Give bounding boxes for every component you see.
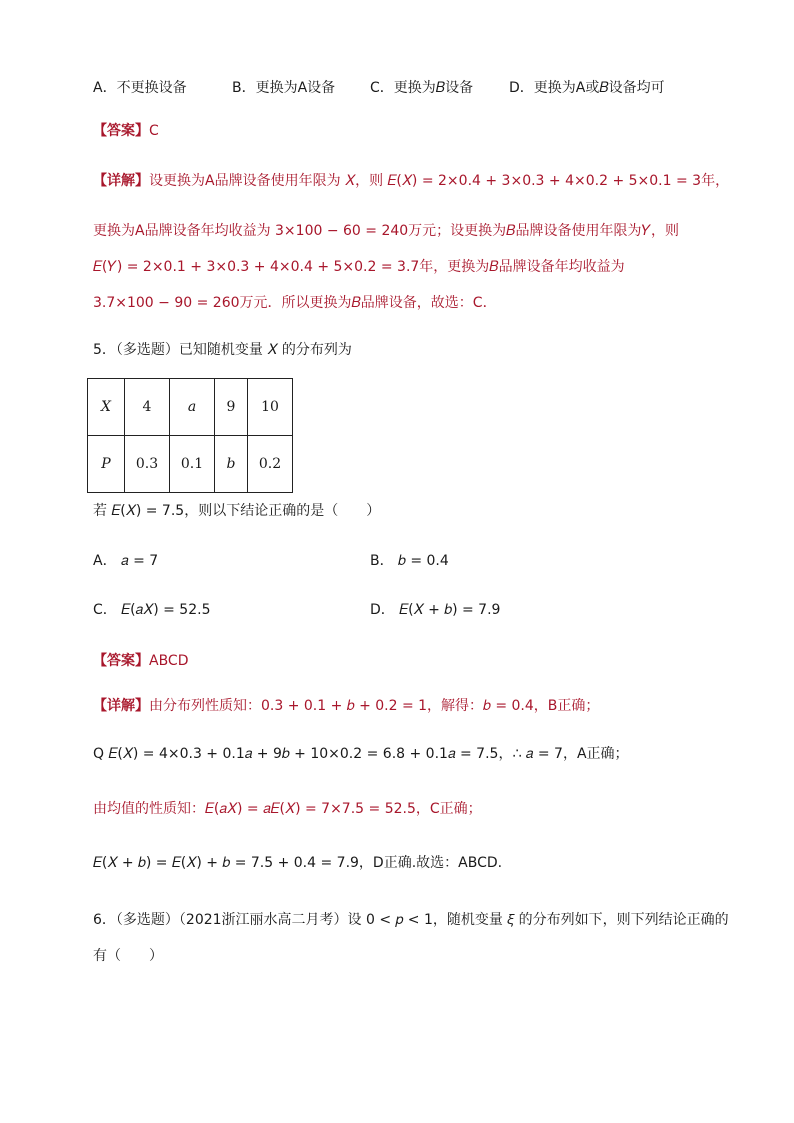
table-row-p <box>88 436 293 493</box>
table-cell: 𝑏 <box>215 436 248 493</box>
table-cell: 10 <box>248 379 293 436</box>
q6-stem-line-2: 有（ ） <box>93 948 163 964</box>
q5-detail-line-4: 𝐸(𝑋 + 𝑏) = 𝐸(𝑋) + 𝑏 = 7.5 + 0.4 = 7.9，D正确.故选：ABCD. <box>93 855 503 871</box>
table-cell: 0.1 <box>170 436 215 493</box>
q5-stem: 5．（多选题）已知随机变量 𝑋 的分布列为 <box>93 342 352 358</box>
q4-detail-line-4: 3.7×100 − 90 = 260万元．所以更换为𝐵品牌设备，故选：C． <box>93 295 497 311</box>
q4-option-c: C．更换为𝐵设备 <box>370 80 474 96</box>
q4-answer-value: C <box>149 123 159 139</box>
q4-detail-tag: 【详解】 <box>93 173 149 189</box>
q5-option-b: B． 𝑏 = 0.4 <box>370 553 449 569</box>
table-cell: 9 <box>215 379 248 436</box>
table-cell: 0.3 <box>125 436 170 493</box>
q5-detail-line-3: 由均值的性质知：𝐸(𝑎𝑋) = 𝑎𝐸(𝑋) = 7×7.5 = 52.5，C正确； <box>93 801 482 817</box>
q5-detail-line-1 <box>93 696 599 716</box>
q4-option-d: D．更换为A或𝐵设备均可 <box>509 80 665 96</box>
q5-condition: 若 𝐸(𝑋) = 7.5，则以下结论正确的是（ ） <box>93 503 381 519</box>
q4-detail-text-1: 设更换为A品牌设备使用年限为 𝑋，则 𝐸(𝑋) = 2×0.4 + 3×0.3 + 4×0.2 + 5×0.1 = 3年， <box>149 173 730 189</box>
q4-answer <box>93 121 159 141</box>
q6-stem-line-1: 6．（多选题）（2021浙江丽水高二月考）设 0 < 𝑝 < 1，随机变量 𝜉 的分布列如下，则下列结论正确的 <box>93 912 729 928</box>
q4-detail-line-2: 更换为A品牌设备年均收益为 3×100 − 60 = 240万元；设更换为𝐵品牌设备使用年限为𝑌，则 <box>93 223 679 239</box>
q5-option-d: D． 𝐸(𝑋 + 𝑏) = 7.9 <box>370 602 501 618</box>
table-cell: 0.2 <box>248 436 293 493</box>
table-cell: 𝑃 <box>88 436 125 493</box>
q5-answer-tag: 【答案】 <box>93 653 149 669</box>
q5-detail-text-1: 由分布列性质知：0.3 + 0.1 + 𝑏 + 0.2 = 1，解得：𝑏 = 0.4，B正确； <box>149 698 600 714</box>
q5-detail-tag: 【详解】 <box>93 698 149 714</box>
table-row-x <box>88 379 293 436</box>
q5-option-a: A． 𝑎 = 7 <box>93 553 159 569</box>
table-cell: 𝑋 <box>88 379 125 436</box>
q5-answer-value: ABCD <box>149 653 189 669</box>
q4-answer-tag: 【答案】 <box>93 123 149 139</box>
table-cell: 4 <box>125 379 170 436</box>
q4-option-b: B．更换为A设备 <box>232 80 336 96</box>
q5-distribution-table <box>87 378 293 493</box>
table-cell: 𝑎 <box>170 379 215 436</box>
q4-option-a: A．不更换设备 <box>93 80 187 96</box>
q5-detail-line-2: Q 𝐸(𝑋) = 4×0.3 + 0.1𝑎 + 9𝑏 + 10×0.2 = 6.8 + 0.1𝑎 = 7.5，∴ 𝑎 = 7，A正确； <box>93 746 629 762</box>
q5-answer <box>93 651 189 671</box>
q4-detail-line-3: 𝐸(𝑌) = 2×0.1 + 3×0.3 + 4×0.4 + 5×0.2 = 3.7年，更换为𝐵品牌设备年均收益为 <box>93 259 625 275</box>
q5-option-c: C． 𝐸(𝑎𝑋) = 52.5 <box>93 602 211 618</box>
q4-detail-line-1 <box>93 171 729 191</box>
